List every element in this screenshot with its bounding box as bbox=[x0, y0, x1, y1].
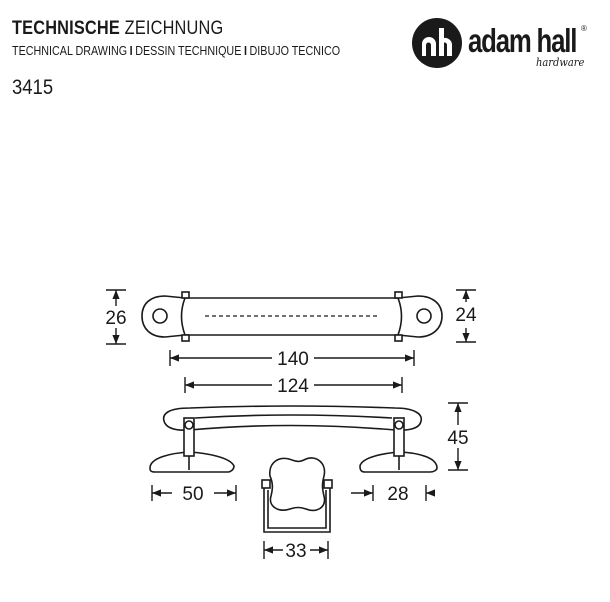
end-view bbox=[262, 458, 332, 532]
subtitle-separator: I bbox=[243, 44, 247, 58]
label-top-height-left: 26 bbox=[105, 308, 127, 329]
logo-tagline: hardware bbox=[536, 56, 585, 69]
subtitle-separator: I bbox=[129, 44, 133, 58]
label-end-width: 33 bbox=[285, 541, 307, 562]
side-view bbox=[150, 406, 437, 472]
subtitle-en: TECHNICAL DRAWING bbox=[12, 44, 128, 58]
subtitle-fr: DESSIN TECHNIQUE bbox=[135, 44, 242, 58]
top-view bbox=[142, 292, 442, 341]
logo-registered-mark: ® bbox=[581, 24, 587, 33]
label-foot-right: 28 bbox=[387, 484, 409, 505]
label-foot-left: 50 bbox=[182, 484, 204, 505]
label-side-height: 45 bbox=[447, 428, 469, 449]
logo-wordmark: adam hall bbox=[468, 22, 577, 59]
title-bold: TECHNISCHE bbox=[12, 18, 120, 39]
title-rest: ZEICHNUNG bbox=[124, 18, 224, 39]
label-hole-spacing: 124 bbox=[277, 376, 309, 397]
label-top-height-right: 24 bbox=[455, 305, 477, 326]
subtitle-es: DIBUJO TECNICO bbox=[249, 44, 341, 58]
label-overall-length: 140 bbox=[277, 349, 309, 370]
article-number: 3415 bbox=[12, 76, 54, 99]
